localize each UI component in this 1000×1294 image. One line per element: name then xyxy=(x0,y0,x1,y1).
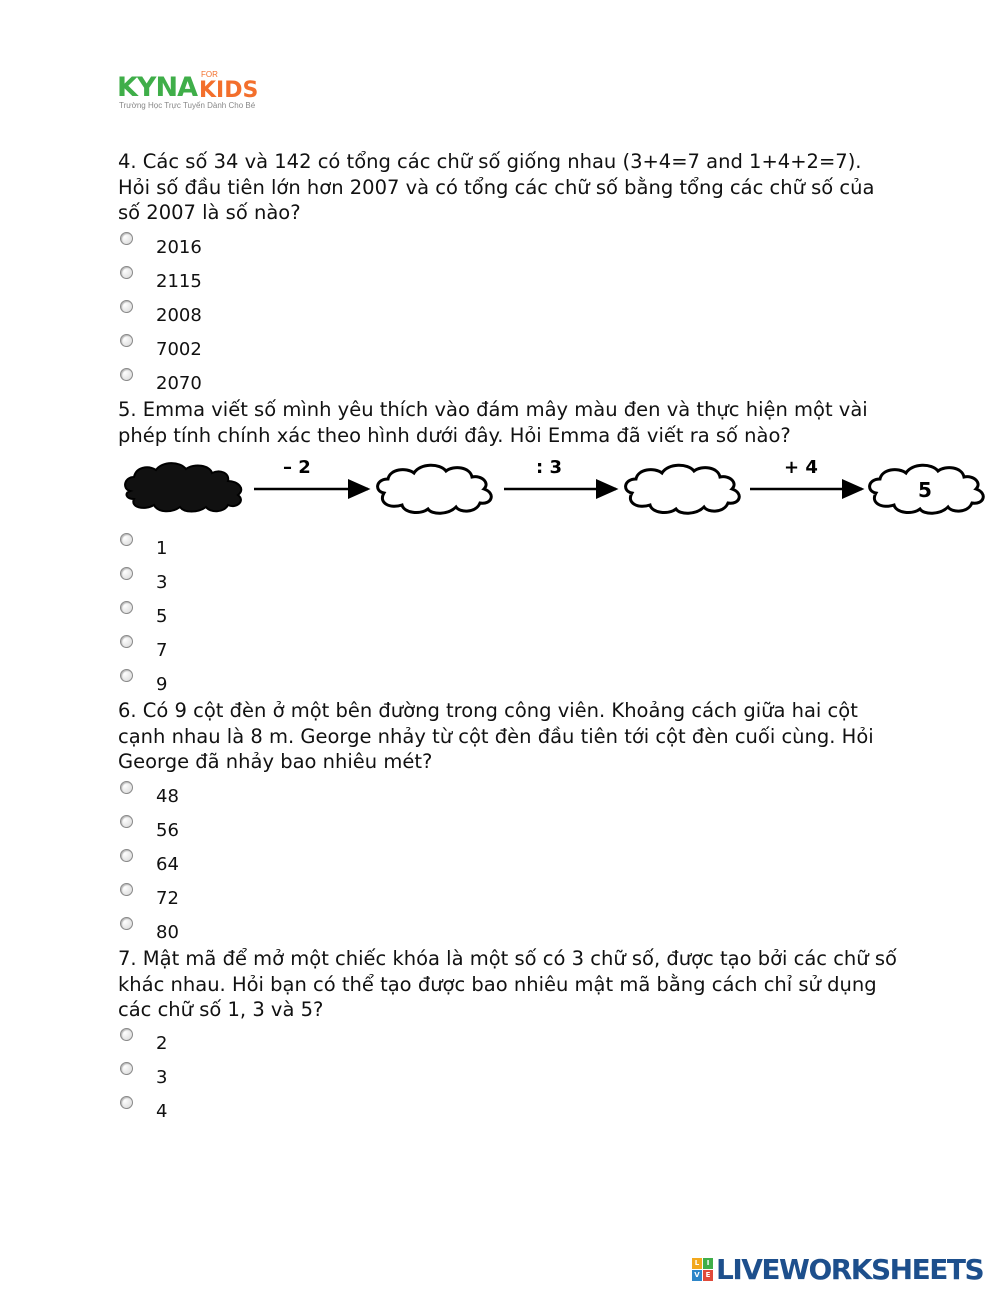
logo-square: V xyxy=(692,1270,702,1281)
logo-kids: KIDS xyxy=(199,78,259,103)
option-label: 5 xyxy=(156,606,168,627)
radio-button[interactable] xyxy=(120,669,133,682)
radio-button[interactable] xyxy=(120,917,133,930)
op-label-1: – 2 xyxy=(283,457,311,478)
logo-brand: KYNA xyxy=(117,72,197,103)
option-label: 3 xyxy=(156,572,168,593)
liveworksheets-squares-icon xyxy=(692,1258,714,1282)
option-label: 2070 xyxy=(156,373,202,394)
radio-button[interactable] xyxy=(120,1028,133,1041)
option-label: 2 xyxy=(156,1033,168,1054)
radio-button[interactable] xyxy=(120,1062,133,1075)
kyna-kids-logo xyxy=(117,70,267,114)
option-label: 56 xyxy=(156,820,179,841)
option-label: 3 xyxy=(156,1067,168,1088)
radio-button[interactable] xyxy=(120,300,133,313)
question-5-text: 5. Emma viết số mình yêu thích vào đám mây màu đen và thực hiện một vài phép tính chính xác theo hình dưới đây. Hỏi Emma đã viết ra số nào? xyxy=(118,398,868,447)
radio-button[interactable] xyxy=(120,849,133,862)
radio-button[interactable] xyxy=(120,635,133,648)
option-label: 2115 xyxy=(156,271,202,292)
option-label: 48 xyxy=(156,786,179,807)
black-cloud-icon xyxy=(125,463,241,511)
empty-cloud-icon xyxy=(626,465,740,513)
radio-button[interactable] xyxy=(120,815,133,828)
logo-tagline: Trường Học Trực Tuyến Dành Cho Bé xyxy=(119,101,256,110)
liveworksheets-logo xyxy=(692,1253,992,1287)
radio-button[interactable] xyxy=(120,883,133,896)
question-7-text: 7. Mật mã để mở một chiếc khóa là một số có 3 chữ số, được tạo bởi các chữ số khác nhau. Hỏi bạn có thể tạo được bao nhiêu mật mã bằng cách chỉ sử dụng các chữ số 1, 3 và 5? xyxy=(118,947,897,1021)
radio-button[interactable] xyxy=(120,232,133,245)
result-number: 5 xyxy=(918,478,932,502)
logo-square: I xyxy=(703,1258,713,1269)
empty-cloud-icon xyxy=(378,465,492,513)
radio-button[interactable] xyxy=(120,781,133,794)
option-label: 64 xyxy=(156,854,179,875)
op-label-2: : 3 xyxy=(536,457,562,478)
option-label: 2016 xyxy=(156,237,202,258)
question-4-text: 4. Các số 34 và 142 có tổng các chữ số giống nhau (3+4=7 and 1+4+2=7). Hỏi số đầu tiên lớn hơn 2007 và có tổng các chữ số bằng tổng các chữ số của số 2007 là số nào? xyxy=(118,150,875,224)
radio-button[interactable] xyxy=(120,368,133,381)
logo-square: E xyxy=(703,1270,713,1281)
option-label: 2008 xyxy=(156,305,202,326)
radio-button[interactable] xyxy=(120,266,133,279)
option-label: 9 xyxy=(156,674,168,695)
radio-button[interactable] xyxy=(120,1096,133,1109)
option-label: 7 xyxy=(156,640,168,661)
option-label: 72 xyxy=(156,888,179,909)
option-label: 80 xyxy=(156,922,179,943)
op-label-3: + 4 xyxy=(784,457,818,478)
question-6-text: 6. Có 9 cột đèn ở một bên đường trong công viên. Khoảng cách giữa hai cột cạnh nhau là 8 m. George nhảy từ cột đèn đầu tiên tới cột đèn cuối cùng. Hỏi George đã nhảy bao nhiêu mét? xyxy=(118,699,874,773)
liveworksheets-brand: LIVEWORKSHEETS xyxy=(716,1253,984,1286)
logo-for: FOR xyxy=(201,70,218,79)
radio-button[interactable] xyxy=(120,533,133,546)
option-label: 1 xyxy=(156,538,168,559)
radio-button[interactable] xyxy=(120,601,133,614)
option-label: 4 xyxy=(156,1101,168,1122)
option-label: 7002 xyxy=(156,339,202,360)
cloud-operations-diagram xyxy=(118,455,998,525)
logo-square: L xyxy=(692,1258,702,1269)
radio-button[interactable] xyxy=(120,334,133,347)
radio-button[interactable] xyxy=(120,567,133,580)
